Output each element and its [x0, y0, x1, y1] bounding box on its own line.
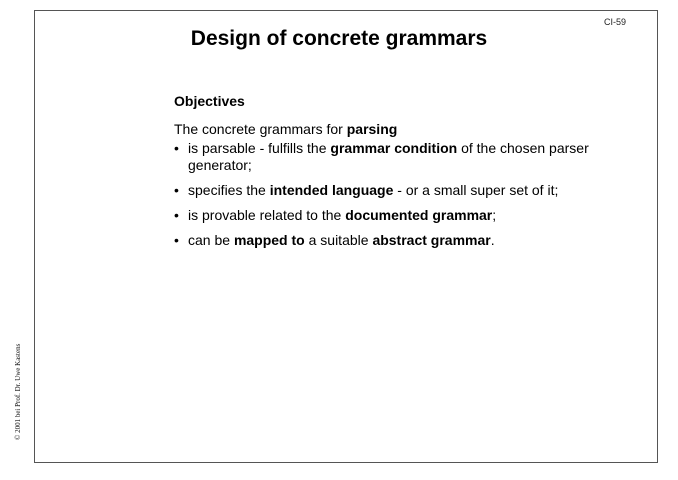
- objectives-list: [174, 140, 594, 257]
- list-item: [174, 182, 594, 199]
- bullet-bold: mapped to: [233, 232, 305, 248]
- bullet-icon: •: [174, 182, 179, 198]
- bullet-bold: grammar condition: [330, 140, 458, 156]
- bullet-text: specifies the: [188, 182, 270, 198]
- slide-title: Design of concrete grammars: [190, 27, 488, 50]
- intro-bold: parsing: [346, 121, 398, 137]
- bullet-text: ;: [492, 207, 497, 223]
- bullet-text: of the chosen parser generator;: [188, 140, 589, 173]
- bullet-text: - or a small super set of it;: [393, 182, 559, 198]
- bullet-bold: abstract grammar: [372, 232, 491, 248]
- bullet-bold: documented grammar: [345, 207, 493, 223]
- section-heading: Objectives: [174, 93, 245, 109]
- bullet-icon: •: [174, 207, 179, 223]
- bullet-icon: •: [174, 232, 179, 248]
- list-item: [174, 232, 594, 249]
- bullet-text: .: [490, 232, 495, 248]
- bullet-text: is parsable - fulfills the: [188, 140, 331, 156]
- list-item: [174, 207, 594, 224]
- intro-text: [174, 121, 397, 137]
- page-number: CI-59: [604, 17, 627, 27]
- list-item: [174, 140, 594, 174]
- bullet-text: a suitable: [304, 232, 373, 248]
- intro-prefix: The concrete grammars for: [174, 121, 347, 137]
- bullet-bold: intended language: [269, 182, 394, 198]
- bullet-text: can be: [188, 232, 234, 248]
- copyright-note: © 2001 bei Prof. Dr. Uwe Kastens: [14, 343, 22, 440]
- bullet-text: is provable related to the: [188, 207, 346, 223]
- bullet-icon: •: [174, 140, 179, 156]
